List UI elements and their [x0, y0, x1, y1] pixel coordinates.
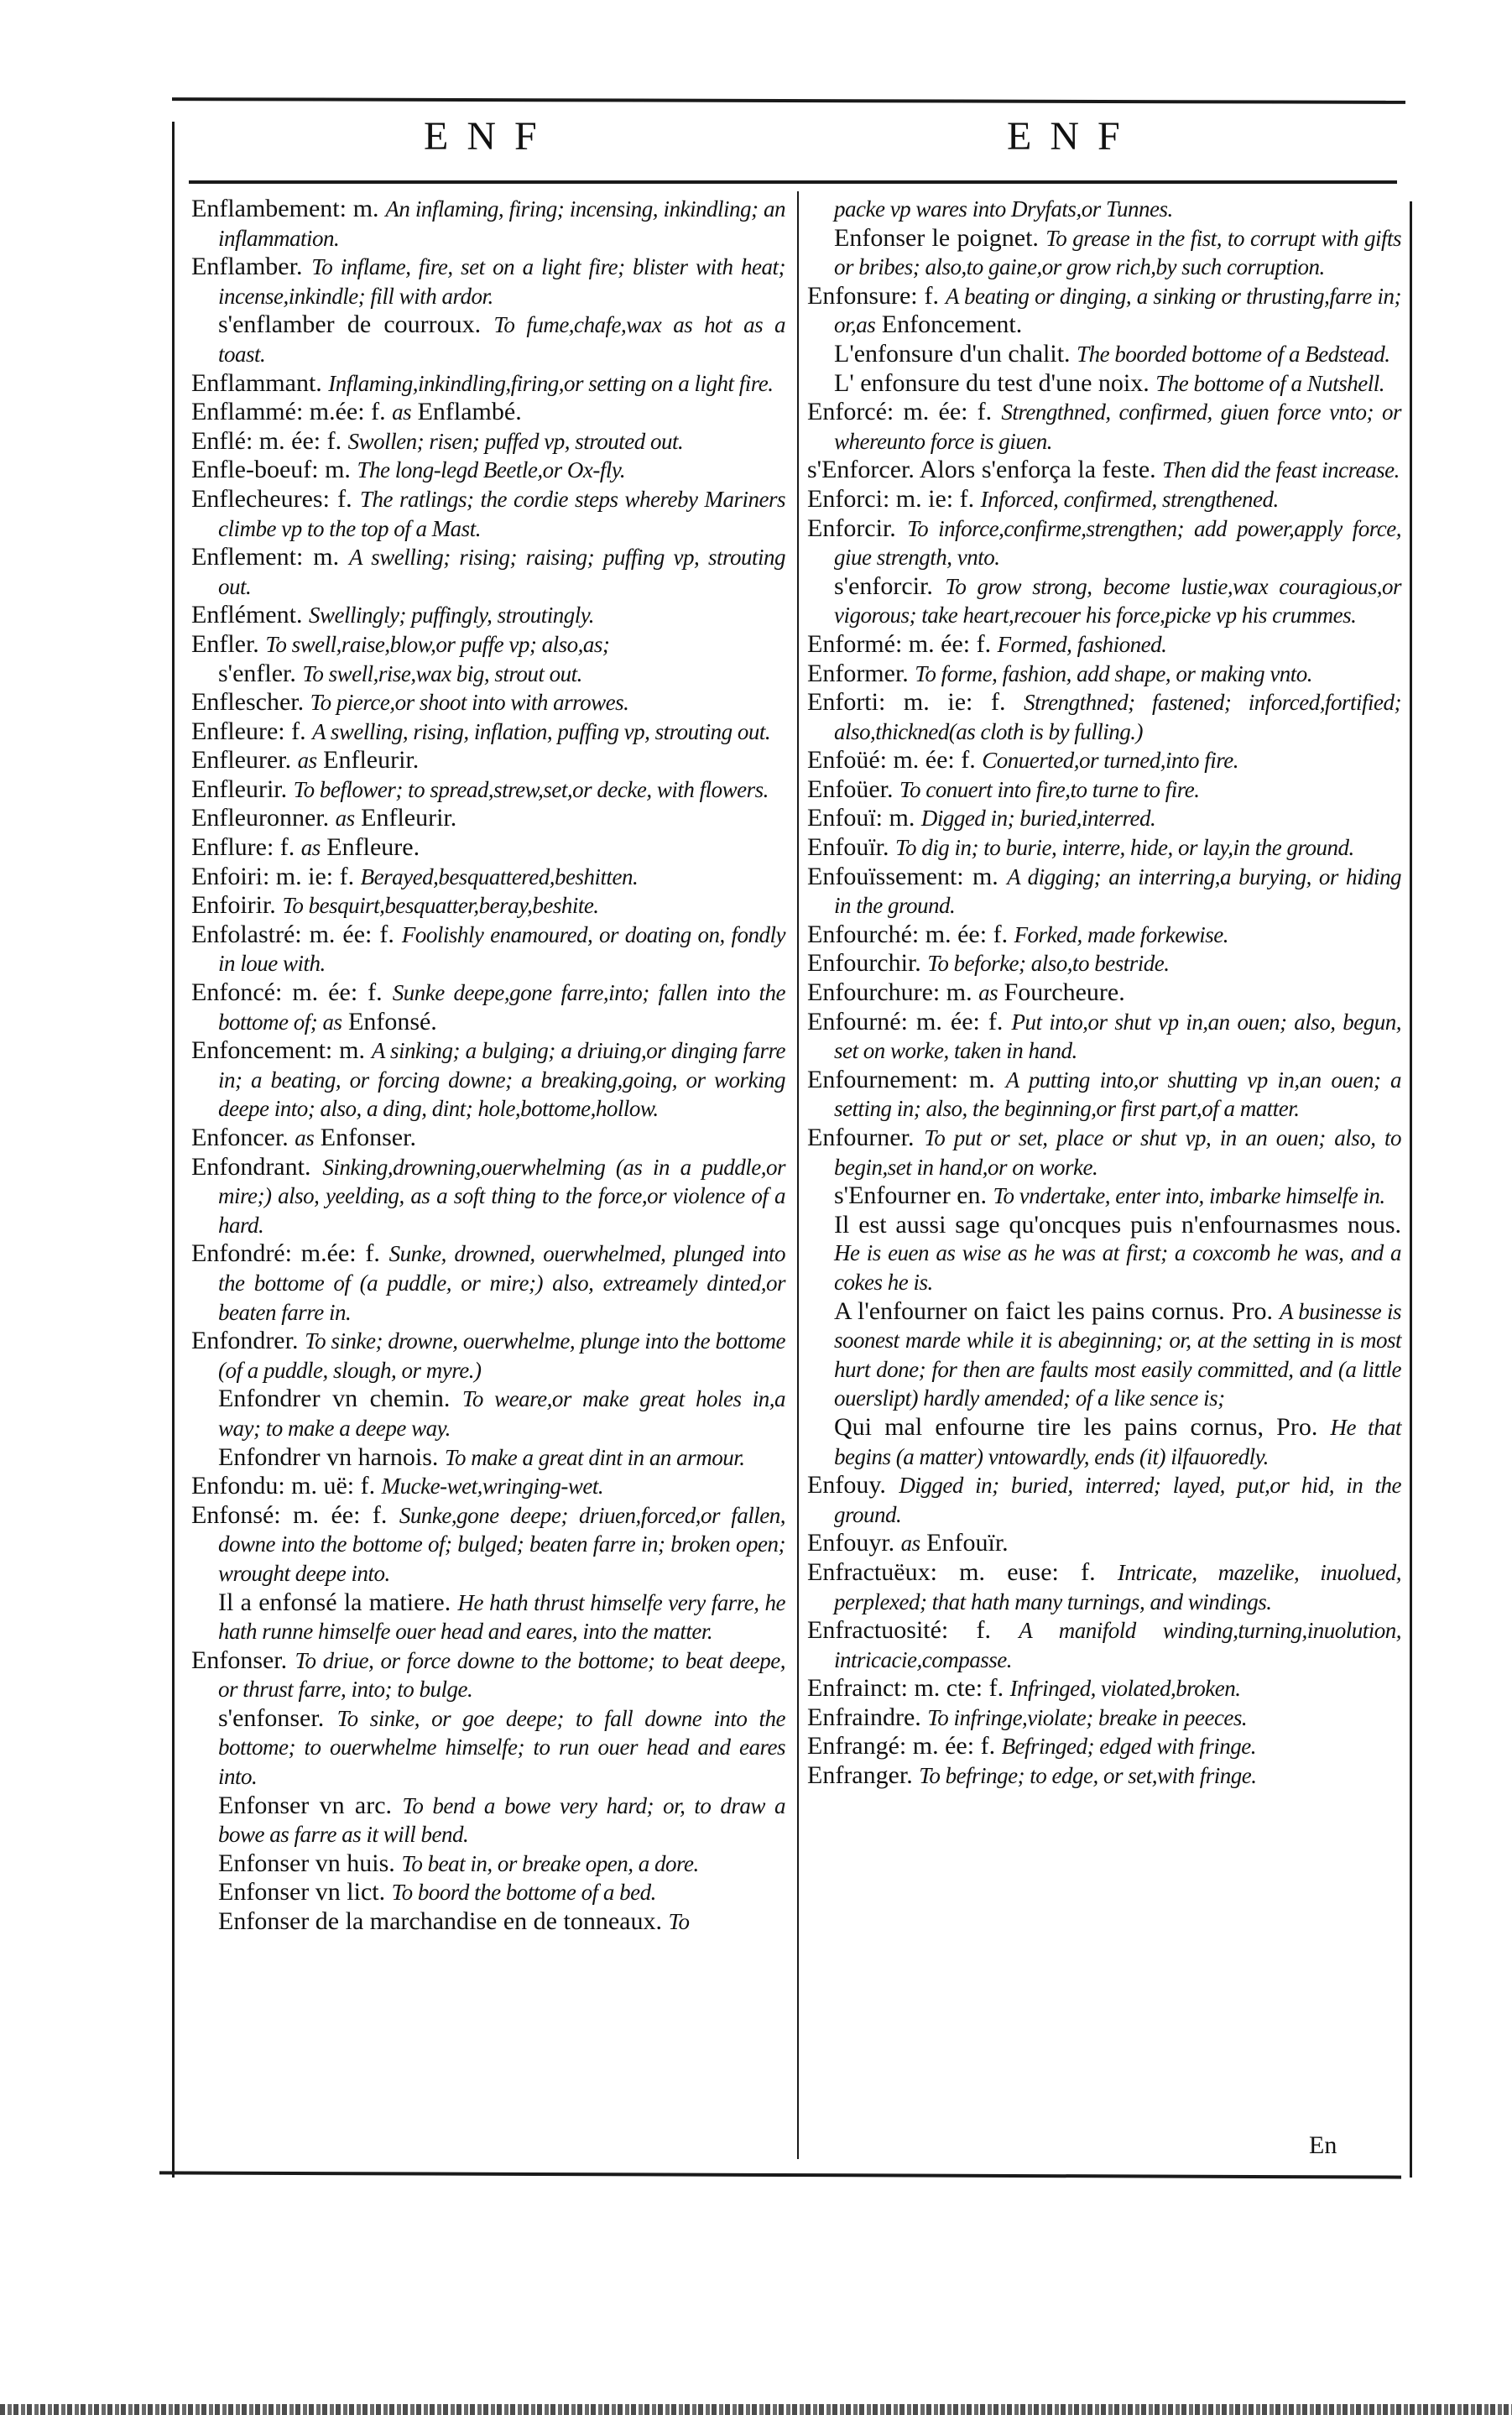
entry-definition: packe vp wares into Dryfats,or Tunnes.: [834, 196, 1173, 222]
cross-reference: Fourcheure.: [1004, 978, 1125, 1007]
dictionary-entry: [807, 1529, 1401, 1558]
dictionary-entry: [807, 1297, 1401, 1413]
dictionary-entry: [807, 1066, 1401, 1124]
right-frame-rule: [1410, 201, 1412, 2178]
cross-reference: Enfleurir.: [361, 804, 457, 832]
entry-headword: Enfonser.: [191, 1646, 288, 1674]
entry-definition: Sunke deepe,gone farre,into; fallen into the bottome of; as: [218, 980, 786, 1035]
entry-definition: To make a great dint in an armour.: [444, 1444, 745, 1470]
entry-headword: Enfraindre.: [807, 1703, 921, 1731]
entry-definition: Inflaming,inkindling,firing,or setting on a light fire.: [328, 370, 774, 396]
entry-definition: The ratlings; the cordie steps whereby Mariners climbe vp to the top of a Mast.: [218, 486, 786, 541]
dictionary-entry: [191, 1153, 785, 1240]
entry-definition: as: [295, 1125, 315, 1150]
entry-headword: Enflammé: m.ée: f.: [191, 398, 386, 426]
entry-headword: Enfoirir.: [191, 891, 276, 920]
entry-definition: To grease in the fist, to corrupt with gifts or bribes; also,to gaine,or grow rich,by such corruption.: [834, 225, 1402, 280]
entry-definition: A swelling, rising, inflation, puffing vp, strouting out.: [312, 718, 771, 744]
entry-definition: A beating or dinging, a sinking or thrusting,farre in; or,as: [834, 283, 1402, 338]
entry-definition: An inflaming, firing; incensing, inkindling; an inflammation.: [218, 196, 785, 251]
entry-headword: Enfonser vn arc.: [218, 1791, 393, 1819]
entry-headword: Enfonser le poignet.: [834, 223, 1039, 252]
dictionary-entry: [807, 804, 1401, 833]
entry-definition: To sinke; drowne, ouerwhelme, plunge into the bottome (of a puddle, slough, or myre.): [218, 1328, 785, 1383]
top-border-rule: [172, 97, 1405, 104]
entry-headword: s'enfonser.: [218, 1703, 325, 1732]
entry-headword: Enfouï: m.: [807, 804, 915, 832]
dictionary-entry: [807, 485, 1401, 514]
cross-reference: Enfonsé.: [348, 1007, 437, 1035]
entry-headword: Enforcé: m. ée: f.: [807, 398, 993, 426]
entry-headword: Enfonser de la marchandise en de tonneaux.: [218, 1907, 662, 1936]
entry-headword: Enfleurir.: [191, 775, 288, 803]
entry-headword: Enflure: f.: [191, 833, 295, 862]
dictionary-entry: [191, 891, 785, 921]
dictionary-entry: [191, 427, 785, 456]
entry-headword: A l'enfourner on faict les pains cornus. Pro.: [834, 1296, 1273, 1325]
entry-headword: Enfractuosité: f.: [807, 1616, 991, 1645]
entry-headword: Enflambement: m.: [191, 195, 379, 222]
dictionary-entry: [807, 572, 1401, 630]
entry-headword: Enflescher.: [191, 688, 305, 717]
entry-headword: Enflément.: [191, 601, 303, 629]
dictionary-entry: [807, 1413, 1401, 1471]
entry-headword: Enformer.: [807, 659, 909, 687]
entry-headword: Enfle-boeuf: m.: [191, 456, 351, 484]
entry-headword: Il est aussi sage qu'oncques puis n'enfournasmes nous.: [834, 1210, 1401, 1239]
entry-headword: Enfleurer.: [191, 746, 292, 775]
entry-definition: Sinking,drowning,ouerwhelming (as in a puddle,or mire;) also, yeelding, as a soft thing to the force,or violence of a hard.: [218, 1154, 785, 1238]
entry-definition: To driue, or force downe to the bottome; to beat deepe, or thrust farre, into; to bulge.: [218, 1647, 785, 1703]
entry-headword: Enfler.: [191, 629, 259, 658]
entry-headword: Enfourché: m. ée: f.: [807, 920, 1009, 948]
entry-definition: Digged in; buried,interred.: [920, 806, 1156, 832]
dictionary-entry: [807, 746, 1401, 775]
dictionary-entry: [191, 1907, 785, 1937]
dictionary-entry: [191, 1878, 785, 1907]
cross-reference: Enfoncement.: [881, 310, 1023, 339]
left-frame-rule: [172, 122, 175, 2178]
entry-headword: Enfleuronner.: [191, 804, 330, 832]
dictionary-entry: [191, 921, 785, 978]
dictionary-entry: [191, 369, 785, 399]
dictionary-entry: [807, 921, 1401, 950]
entry-definition: To conuert into fire,to turne to fire.: [899, 776, 1200, 802]
dictionary-entry: [191, 1501, 785, 1588]
entry-definition: as: [297, 748, 317, 774]
dictionary-entry: [191, 863, 785, 892]
entry-definition: To inforce,confirme,strengthen; add power,apply force, giue strength, vnto.: [834, 515, 1402, 571]
entry-definition: Infringed, violated,broken.: [1009, 1676, 1241, 1702]
entry-definition: Put into,or shut vp in,an ouen; also, begun, set on worke, taken in hand.: [834, 1009, 1402, 1064]
dictionary-entry: [191, 804, 785, 833]
entry-definition: To sinke, or goe deepe; to fall downe into the bottome; to ouerwhelme himselfe; to run ouer head and eares into.: [218, 1705, 786, 1790]
entry-headword: Enfoncé: m. ée: f.: [191, 978, 383, 1007]
dictionary-entry: [191, 601, 785, 630]
left-column: [191, 195, 785, 1937]
entry-definition: A swelling; rising; raising; puffing vp, strouting out.: [218, 545, 785, 599]
entry-headword: Enfourchir.: [807, 949, 921, 978]
dictionary-entry: [191, 1704, 785, 1792]
entry-headword: Il a enfonsé la matiere.: [218, 1588, 451, 1616]
dictionary-entry: [191, 485, 785, 543]
dictionary-entry: [191, 1327, 785, 1385]
dictionary-entry: [807, 340, 1401, 369]
dictionary-entry: [191, 195, 785, 253]
cross-reference: Enfonser.: [320, 1124, 416, 1151]
dictionary-entry: [191, 717, 785, 747]
dictionary-entry: [191, 1588, 785, 1646]
entry-definition: Befringed; edged with fringe.: [1001, 1734, 1256, 1760]
entry-headword: s'Enfourner en.: [834, 1181, 988, 1210]
entry-definition: To besquirt,besquatter,beray,beshite.: [282, 893, 599, 919]
entry-definition: Sunke, drowned, ouerwhelmed, plunged into the bottome of (a puddle, or mire;) also, extreamely dinted,or beaten farre in.: [218, 1241, 785, 1325]
entry-definition: To dig in; to burie, interre, hide, or lay,in the ground.: [895, 835, 1354, 861]
dictionary-entry: [807, 282, 1401, 340]
entry-definition: He is euen as wise as he was at first; a coxcomb he was, and a cokes he is.: [834, 1240, 1401, 1295]
entry-definition: as: [900, 1531, 920, 1557]
dictionary-entry: [807, 1674, 1401, 1703]
entry-definition: A digging; an interring,a burying, or hiding in the ground.: [834, 863, 1401, 919]
entry-definition: A putting into,or shutting vp in,an ouen; a setting in; also, the beginning,or first part,of a matter.: [834, 1067, 1402, 1122]
entry-definition: as: [335, 806, 355, 832]
entry-headword: L' enfonsure du test d'une noix.: [834, 368, 1150, 397]
entry-headword: Enfondrer vn chemin.: [218, 1385, 451, 1413]
entry-definition: To swell,rise,wax big, strout out.: [302, 660, 582, 686]
entry-definition: To swell,raise,blow,or puffe vp; also,as;: [265, 631, 610, 657]
entry-headword: Enfouïssement: m.: [807, 862, 998, 890]
bottom-border-rule: [159, 2171, 1401, 2178]
entry-headword: Enfoüé: m. ée: f.: [807, 746, 976, 775]
entry-headword: Enfourné: m. ée: f.: [807, 1007, 1004, 1035]
entry-definition: Intricate, mazelike, inuolued, perplexed; that hath many turnings, and windings.: [834, 1559, 1402, 1614]
entry-definition: To inflame, fire, set on a light fire; blister with heat; incense,inkindle; fill with ardor.: [218, 254, 785, 309]
dictionary-entry: [191, 310, 785, 368]
dictionary-entry: [191, 253, 785, 310]
entry-headword: Enfonsure: f.: [807, 281, 940, 310]
entry-definition: The boorded bottome of a Bedstead.: [1077, 341, 1390, 367]
entry-headword: Enfonser vn huis.: [218, 1849, 395, 1877]
entry-definition: Strengthned, confirmed, giuen force vnto; or whereunto force is giuen.: [834, 399, 1401, 454]
running-head-right: ENF: [1007, 114, 1139, 159]
entry-definition: To beforke; also,to bestride.: [927, 951, 1170, 977]
entry-headword: Enfolastré: m. ée: f.: [191, 920, 394, 948]
entry-definition: Swollen; risen; puffed vp, strouted out.: [347, 428, 684, 454]
entry-definition: Conuerted,or turned,into fire.: [982, 748, 1238, 774]
entry-definition: Strengthned; fastened; inforced,fortified; also,thickned(as cloth is by fulling.): [834, 690, 1402, 744]
dictionary-entry: [191, 978, 785, 1036]
entry-headword: Enfrangé: m. ée: f.: [807, 1732, 996, 1760]
entry-headword: Enfouïr.: [807, 833, 889, 862]
cross-reference: Enfleurir.: [323, 746, 420, 775]
entry-definition: To grow strong, become lustie,wax couragious,or vigorous; take heart,recouer his force,picke vp his crummes.: [834, 573, 1401, 629]
entry-definition: To weare,or make great holes in,a way; to make a deepe way.: [218, 1386, 785, 1441]
entry-headword: Qui mal enfourne tire les pains cornus, Pro.: [834, 1412, 1318, 1441]
dictionary-entry: [807, 514, 1401, 572]
entry-headword: Enfondrer vn harnois.: [218, 1442, 439, 1471]
dictionary-entry: [191, 1646, 785, 1704]
entry-headword: Enflecheures: f.: [191, 484, 352, 513]
entry-headword: Enfoncement: m.: [191, 1036, 365, 1065]
entry-definition: To beflower; to spread,strew,set,or decke, with flowers.: [293, 776, 769, 802]
entry-definition: He that begins (a matter) vntowardly, ends (it) ilfauoredly.: [834, 1414, 1401, 1469]
dictionary-entry: [191, 398, 785, 427]
dictionary-entry: [807, 195, 1401, 224]
dictionary-entry: [191, 1036, 785, 1124]
entry-headword: Enfractuëux: m. euse: f.: [807, 1557, 1096, 1586]
entry-headword: Enfrainct: m. cte: f.: [807, 1674, 1004, 1703]
entry-definition: The bottome of a Nutshell.: [1155, 370, 1384, 396]
entry-definition: To befringe; to edge, or set,with fringe.: [919, 1763, 1257, 1789]
entry-headword: Enfourner.: [807, 1124, 915, 1151]
dictionary-entry: [807, 1181, 1401, 1211]
dictionary-entry: [191, 1849, 785, 1879]
entry-headword: Enfondrer.: [191, 1327, 299, 1355]
entry-headword: Enfouy.: [807, 1471, 886, 1500]
entry-definition: as: [392, 399, 412, 425]
dictionary-entry: [191, 1443, 785, 1473]
entry-definition: To boord the bottome of a bed.: [391, 1880, 656, 1906]
catchword: En: [1309, 2131, 1337, 2159]
entry-definition: A businesse is soonest marde while it is abeginning; or, at the setting in is most hurt done; for then are faults most easily committed, and (a little ouerslipt) hardly amended; of a like sence is;: [834, 1298, 1402, 1411]
entry-headword: Enfondrant.: [191, 1152, 311, 1181]
entry-definition: Digged in; buried, interred; layed, put,or hid, in the ground.: [834, 1473, 1401, 1527]
entry-definition: To forme, fashion, add shape, or making vnto.: [915, 660, 1313, 686]
dictionary-entry: [807, 630, 1401, 660]
dictionary-entry: [807, 456, 1401, 485]
dictionary-entry: [807, 688, 1401, 746]
entry-definition: Berayed,besquattered,beshitten.: [360, 863, 639, 889]
dictionary-entry: [807, 369, 1401, 399]
dictionary-entry: [807, 398, 1401, 456]
entry-definition: To bend a bowe very hard; or, to draw a bowe as farre as it will bend.: [218, 1792, 785, 1848]
cross-reference: Enflambé.: [417, 398, 522, 426]
dictionary-entry: [191, 630, 785, 660]
entry-definition: as: [978, 980, 998, 1006]
entry-headword: Enformé: m. ée: f.: [807, 629, 992, 658]
dictionary-entry: [191, 456, 785, 485]
dictionary-entry: [807, 1616, 1401, 1674]
dictionary-entry: [807, 863, 1401, 921]
entry-headword: Enfoiri: m. ie: f.: [191, 862, 355, 890]
dictionary-entry: [807, 660, 1401, 689]
dictionary-entry: [191, 688, 785, 717]
entry-headword: Enfournement: m.: [807, 1065, 995, 1093]
dictionary-entry: [807, 775, 1401, 805]
entry-definition: Forked, made forkewise.: [1014, 921, 1228, 947]
entry-definition: as: [300, 835, 321, 861]
entry-headword: Enfourchure: m.: [807, 978, 972, 1007]
entry-headword: Enfoncer.: [191, 1124, 289, 1151]
dictionary-entry: [807, 1211, 1401, 1297]
dictionary-entry: [191, 1472, 785, 1501]
entry-headword: Enflement: m.: [191, 543, 340, 571]
entry-headword: s'enfler.: [218, 659, 296, 687]
entry-definition: The long-legd Beetle,or Ox-fly.: [357, 457, 626, 483]
entry-definition: To pierce,or shoot into with arrowes.: [310, 690, 629, 716]
entry-definition: Sunke,gone deepe; driuen,forced,or fallen, downe into the bottome of; bulged; beaten farre in; broken open; wrought deepe into.: [218, 1502, 786, 1586]
dictionary-entry: [807, 833, 1401, 863]
entry-definition: To put or set, place or shut vp, in an ouen; also, to begin,set in hand,or on worke.: [834, 1125, 1402, 1180]
dictionary-entry: [807, 978, 1401, 1008]
entry-headword: Enforci: m. ie: f.: [807, 484, 975, 513]
entry-definition: He hath thrust himselfe very farre, he hath runne himselfe ouer head and eares, into the matter.: [218, 1589, 786, 1645]
entry-headword: Enflammant.: [191, 368, 322, 397]
dictionary-entry: [807, 1732, 1401, 1761]
dictionary-entry: [807, 1008, 1401, 1066]
entry-definition: Formed, fashioned.: [997, 631, 1167, 657]
dictionary-entry: [807, 1761, 1401, 1791]
dictionary-entry: [807, 949, 1401, 978]
cross-reference: Enfouïr.: [926, 1529, 1009, 1557]
header-rule: [189, 180, 1397, 184]
entry-definition: A sinking; a bulging; a driuing,or dinging farre in; a beating, or forcing downe; a breaking,going, or working deepe into; also, a ding, dint; hole,bottome,hollow.: [218, 1038, 785, 1122]
dictionary-entry: [807, 1471, 1401, 1529]
dictionary-entry: [191, 775, 785, 805]
dictionary-entry: [191, 1792, 785, 1849]
entry-definition: To fume,chafe,wax as hot as a toast.: [218, 312, 786, 367]
entry-headword: Enfoüer.: [807, 775, 894, 803]
dictionary-entry: [191, 1124, 785, 1153]
dictionary-entry: [191, 833, 785, 863]
dictionary-entry: [807, 1124, 1401, 1181]
entry-definition: Swellingly; puffingly, stroutingly.: [308, 602, 594, 629]
dictionary-entry: [191, 660, 785, 689]
dictionary-entry: [191, 543, 785, 601]
entry-definition: Mucke-wet,wringing-wet.: [381, 1474, 604, 1500]
right-column: [807, 195, 1401, 1791]
entry-headword: Enfonser vn lict.: [218, 1878, 386, 1906]
running-head-left: ENF: [424, 114, 555, 159]
entry-definition: A manifold winding,turning,inuolution, intricacie,compasse.: [834, 1618, 1401, 1672]
entry-definition: To beat in, or breake open, a dore.: [401, 1850, 699, 1876]
scan-edge-noise: [0, 2404, 1512, 2415]
entry-headword: Enfouyr.: [807, 1529, 895, 1557]
entry-headword: Enfondré: m.ée: f.: [191, 1239, 380, 1268]
entry-headword: Enfranger.: [807, 1761, 913, 1790]
dictionary-entry: [807, 1703, 1401, 1733]
entry-headword: Enflamber.: [191, 253, 303, 281]
entry-definition: To infringe,violate; breake in peeces.: [927, 1704, 1248, 1730]
entry-headword: L'enfonsure d'un chalit.: [834, 339, 1071, 368]
entry-definition: To: [668, 1909, 690, 1935]
dictionary-entry: [191, 1385, 785, 1442]
cross-reference: Enfleure.: [326, 833, 420, 862]
entry-headword: Enfondu: m. uë: f.: [191, 1472, 376, 1500]
entry-headword: s'enflamber de courroux.: [218, 310, 482, 339]
entry-headword: Enfleure: f.: [191, 717, 306, 745]
dictionary-entry: [191, 1239, 785, 1327]
dictionary-entry: [807, 1558, 1401, 1616]
entry-definition: Then did the feast increase.: [1162, 457, 1400, 483]
entry-headword: s'enforcir.: [834, 571, 933, 600]
entry-headword: Enforcir.: [807, 514, 896, 542]
entry-headword: Enforti: m. ie: f.: [807, 688, 1006, 717]
dictionary-entry: [191, 746, 785, 775]
entry-definition: Inforced, confirmed, strengthened.: [980, 486, 1279, 512]
entry-headword: s'Enforcer. Alors s'enforça la feste.: [807, 456, 1156, 484]
entry-headword: Enflé: m. ée: f.: [191, 426, 342, 455]
entry-definition: To vndertake, enter into, imbarke himselfe in.: [993, 1183, 1385, 1209]
column-divider: [797, 191, 799, 2159]
dictionary-entry: [807, 224, 1401, 282]
entry-definition: Foolishly enamoured, or doating on, fondly in loue with.: [218, 921, 785, 977]
entry-headword: Enfonsé: m. ée: f.: [191, 1500, 388, 1529]
